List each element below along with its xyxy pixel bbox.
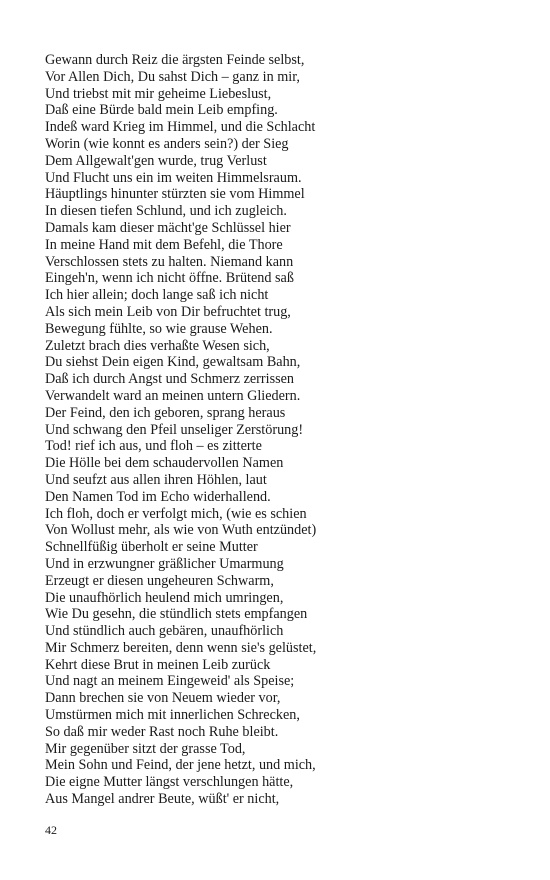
poem-line: Und schwang den Pfeil unseliger Zerstörung!: [45, 421, 304, 438]
poem-line: Aus Mangel andrer Beute, wüßt' er nicht,: [45, 791, 280, 808]
poem-line: Wie Du gesehn, die stündlich stets empfangen: [45, 606, 308, 623]
poem-line: Ich floh, doch er verfolgt mich, (wie es schien: [45, 505, 307, 522]
poem-line: Verwandelt ward an meinen untern Gliedern.: [45, 387, 301, 404]
poem-line: In meine Hand mit dem Befehl, die Thore: [45, 236, 283, 253]
poem-line: Mir Schmerz bereiten, denn wenn sie's gelüstet,: [45, 639, 317, 656]
poem-line: Erzeugt er diesen ungeheuren Schwarm,: [45, 572, 274, 589]
poem-line: Und nagt an meinem Eingeweid' als Speise;: [45, 673, 295, 690]
poem-line: Kehrt diese Brut in meinen Leib zurück: [45, 656, 271, 673]
poem-line: Von Wollust mehr, als wie von Wuth entzündet): [45, 522, 317, 539]
poem-line: Ich hier allein; doch lange saß ich nicht: [45, 287, 269, 304]
poem-line: In diesen tiefen Schlund, und ich zugleich.: [45, 203, 287, 220]
poem-line: Verschlossen stets zu halten. Niemand kann: [45, 253, 294, 270]
poem-line: Und seufzt aus allen ihren Höhlen, laut: [45, 471, 267, 488]
poem-line: Damals kam dieser mächt'ge Schlüssel hier: [45, 219, 291, 236]
poem-line: Den Namen Tod im Echo widerhallend.: [45, 488, 271, 505]
poem-line: Bewegung fühlte, so wie grause Wehen.: [45, 320, 273, 337]
poem-line: Indeß ward Krieg im Himmel, und die Schlacht: [45, 119, 316, 136]
poem-line: Dem Allgewalt'gen wurde, trug Verlust: [45, 152, 267, 169]
poem-line: Die Hölle bei dem schaudervollen Namen: [45, 455, 284, 472]
poem-line: Die eigne Mutter längst verschlungen hätte,: [45, 774, 294, 791]
poem-line: Daß ich durch Angst und Schmerz zerrissen: [45, 371, 295, 388]
poem-line: Tod! rief ich aus, und floh – es zitterte: [45, 438, 262, 455]
poem-line: Häuptlings hinunter stürzten sie vom Himmel: [45, 186, 305, 203]
poem-line: So daß mir weder Rast noch Ruhe bleibt.: [45, 723, 279, 740]
poem-line: Und in erzwungner gräßlicher Umarmung: [45, 555, 284, 572]
poem-line: Dann brechen sie von Neuem wieder vor,: [45, 690, 281, 707]
poem-line: Mir gegenüber sitzt der grasse Tod,: [45, 740, 246, 757]
poem-line: Und triebst mit mir geheime Liebeslust,: [45, 85, 272, 102]
poem-line: Daß eine Bürde bald mein Leib empfing.: [45, 102, 278, 119]
poem-line: Zuletzt brach dies verhaßte Wesen sich,: [45, 337, 270, 354]
poem-line: Umstürmen mich mit innerlichen Schrecken,: [45, 707, 300, 724]
poem-line: Der Feind, den ich geboren, sprang heraus: [45, 404, 286, 421]
poem-line: Als sich mein Leib von Dir befruchtet trug,: [45, 303, 291, 320]
poem-line: Schnellfüßig überholt er seine Mutter: [45, 539, 258, 556]
poem-line: Die unaufhörlich heulend mich umringen,: [45, 589, 284, 606]
poem-text: [45, 52, 515, 808]
poem-line: Worin (wie konnt es anders sein?) der Sieg: [45, 135, 289, 152]
poem-line: Du siehst Dein eigen Kind, gewaltsam Bahn,: [45, 354, 301, 371]
poem-line: Vor Allen Dich, Du sahst Dich – ganz in mir,: [45, 68, 300, 85]
poem-line: Eingeh'n, wenn ich nicht öffne. Brütend saß: [45, 270, 294, 287]
page-number: 42: [45, 823, 57, 837]
poem-line: Und Flucht uns ein im weiten Himmelsraum.: [45, 169, 302, 186]
poem-line: Gewann durch Reiz die ärgsten Feinde selbst,: [45, 52, 305, 68]
poem-line: Mein Sohn und Feind, der jene hetzt, und mich,: [45, 757, 316, 774]
poem-line: Und stündlich auch gebären, unaufhörlich: [45, 623, 284, 640]
